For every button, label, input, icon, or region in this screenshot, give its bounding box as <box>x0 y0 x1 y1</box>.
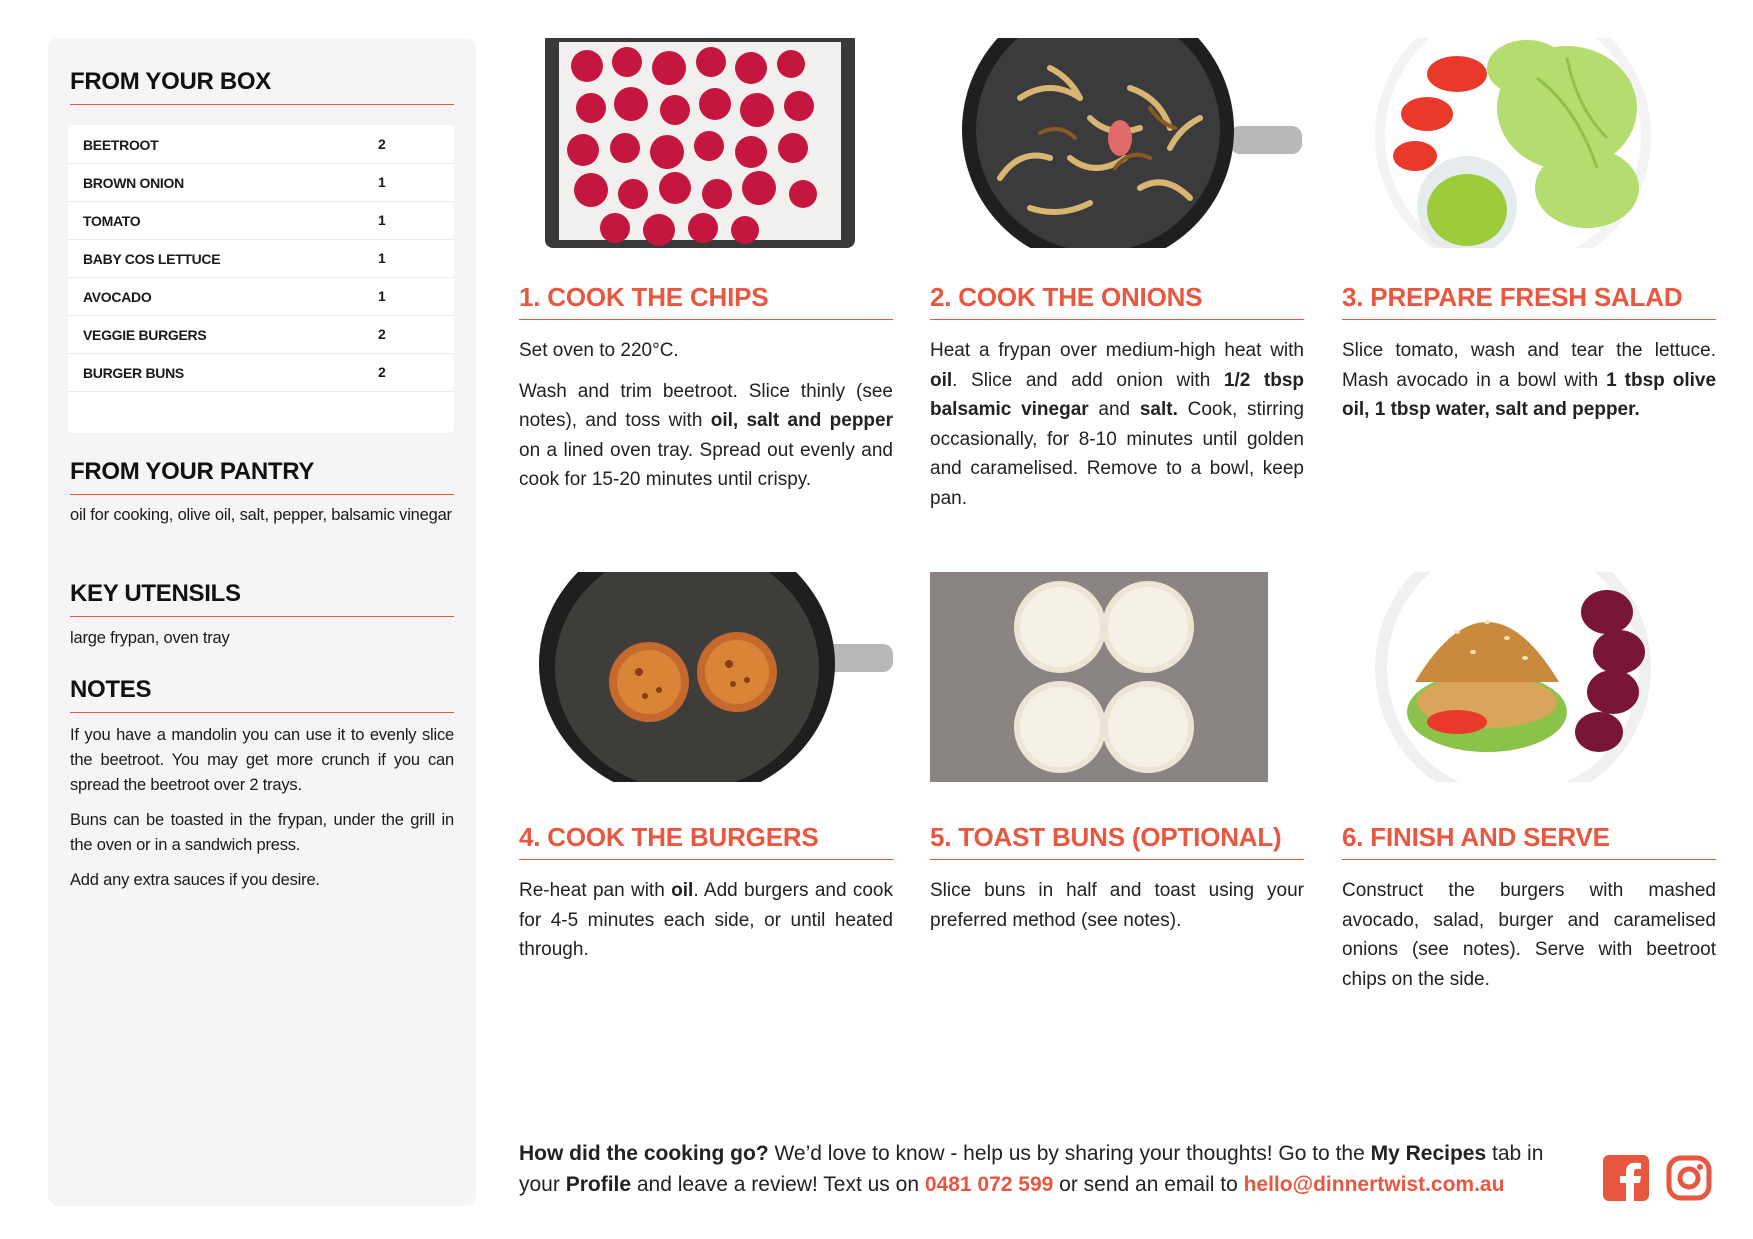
feedback-footer: How did the cooking go? We’d love to know - help us by sharing your thoughts! Go to the My Recipes tab in your Profile and leave a review! Text us on 0481 072 599 or send an email to hello@dinnertwist.com.au <box>519 1142 1544 1196</box>
pantry-heading: FROM YOUR PANTRY <box>70 458 454 495</box>
beetroot-tray-photo <box>519 38 893 248</box>
facebook-icon[interactable] <box>1603 1155 1649 1206</box>
table-row <box>68 315 454 354</box>
notes-heading: NOTES <box>70 676 454 713</box>
step-5-body <box>930 876 1304 946</box>
step-5-p1: Slice buns in half and toast using your preferred method (see notes). <box>930 880 1304 931</box>
step-3-title: 3. PREPARE FRESH SALAD <box>1342 282 1716 320</box>
my-recipes-label: My Recipes <box>1370 1142 1487 1165</box>
ingredient-qty: 2 <box>378 326 386 342</box>
step-6-body <box>1342 876 1716 1005</box>
step-4-p1: Re-heat pan with oil. Add burgers and cook for 4-5 minutes each side, or until heated through. <box>519 880 893 960</box>
email-link[interactable]: hello@dinnertwist.com.au <box>1243 1173 1505 1196</box>
box-ingredients-table <box>68 125 454 433</box>
step-2-title: 2. COOK THE ONIONS <box>930 282 1304 320</box>
table-row <box>68 239 454 278</box>
table-row <box>68 163 454 202</box>
utensils-text: large frypan, oven tray <box>70 629 230 647</box>
ingredient-name: VEGGIE BURGERS <box>83 327 207 343</box>
pantry-text: oil for cooking, olive oil, salt, pepper, balsamic vinegar <box>70 506 452 524</box>
ingredient-qty: 1 <box>378 174 386 190</box>
buns-board-photo <box>930 572 1304 782</box>
ingredient-name: AVOCADO <box>83 289 152 305</box>
ingredient-qty: 2 <box>378 364 386 380</box>
ingredient-qty: 1 <box>378 250 386 266</box>
step-4-body <box>519 876 893 976</box>
table-row <box>68 277 454 316</box>
step-1-title: 1. COOK THE CHIPS <box>519 282 893 320</box>
utensils-heading: KEY UTENSILS <box>70 580 454 617</box>
step-4-title: 4. COOK THE BURGERS <box>519 822 893 860</box>
note-2: Buns can be toasted in the frypan, under the grill in the oven or in a sandwich press. <box>70 811 454 854</box>
ingredient-qty: 1 <box>378 288 386 304</box>
table-row <box>68 353 454 392</box>
step-2-body <box>930 336 1304 524</box>
table-row <box>68 201 454 240</box>
step-1-p1: Set oven to 220°C. <box>519 340 679 361</box>
phone-link[interactable]: 0481 072 599 <box>924 1173 1054 1196</box>
note-3: Add any extra sauces if you desire. <box>70 871 320 889</box>
box-heading: FROM YOUR BOX <box>70 68 454 105</box>
ingredient-qty: 1 <box>378 212 386 228</box>
profile-label: Profile <box>565 1173 632 1196</box>
ingredient-name: TOMATO <box>83 213 141 229</box>
ingredient-name: BURGER BUNS <box>83 365 184 381</box>
burger-plate-photo <box>1337 572 1711 782</box>
step-1-p2: Wash and trim beetroot. Slice thinly (see notes), and toss with oil, salt and pepper on a lined oven tray. Spread out evenly and cook for 15-20 minutes until crispy. <box>519 380 893 490</box>
step-6-title: 6. FINISH AND SERVE <box>1342 822 1716 860</box>
table-row <box>68 125 454 164</box>
step-3-p1: Slice tomato, wash and tear the lettuce. Mash avocado in a bowl with 1 tbsp olive oil, 1 tbsp water, salt and pepper. <box>1342 340 1717 420</box>
burgers-pan-photo <box>519 572 893 782</box>
step-2-p1: Heat a frypan over medium-high heat with oil. Slice and add onion with 1/2 tbsp balsamic vinegar and salt. Cook, stirring occasionally, for 8-10 minutes until golden and caramelised. Remove to a bowl, keep pan. <box>930 340 1304 509</box>
note-1: If you have a mandolin you can use it to evenly slice the beetroot. You may get more crunch if you can spread the beetroot over 2 trays. <box>70 726 454 794</box>
ingredient-name: BEETROOT <box>83 137 159 153</box>
ingredient-name: BROWN ONION <box>83 175 184 191</box>
sidebar <box>48 38 476 1206</box>
ingredient-name: BABY COS LETTUCE <box>83 251 221 267</box>
instagram-icon[interactable] <box>1666 1155 1712 1206</box>
salad-plate-photo <box>1337 38 1711 248</box>
step-1-body <box>519 336 893 506</box>
step-3-body <box>1342 336 1716 436</box>
ingredient-qty: 2 <box>378 136 386 152</box>
footer-question: How did the cooking go? <box>519 1142 769 1165</box>
onions-pan-photo <box>930 38 1304 248</box>
step-6-p1: Construct the burgers with mashed avocado, salad, burger and caramelised onions (see notes). Serve with beetroot chips on the side. <box>1342 880 1716 990</box>
step-5-title: 5. TOAST BUNS (OPTIONAL) <box>930 822 1304 860</box>
